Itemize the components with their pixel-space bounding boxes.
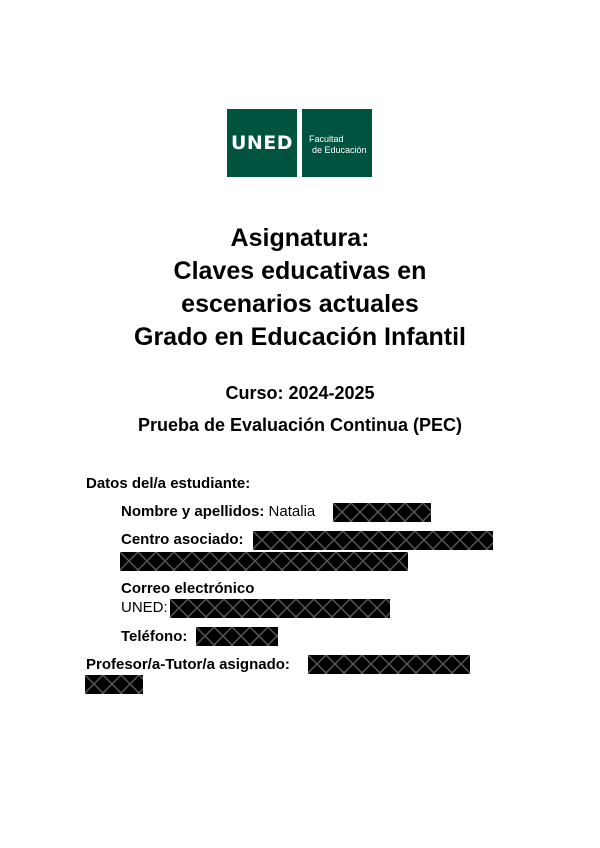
redacted-surname [333, 503, 431, 522]
redacted-tutor-line-1 [308, 655, 470, 674]
title-line-3: escenarios actuales [181, 290, 419, 318]
phone-label: Teléfono: [121, 628, 188, 645]
name-label: Nombre y apellidos: [121, 503, 265, 520]
email-prefix: UNED: [121, 599, 168, 616]
faculty-line-2: de Educación [312, 145, 367, 155]
exam-name: Prueba de Evaluación Continua (PEC) [137, 415, 463, 435]
redacted-email [170, 599, 390, 618]
uned-logo [227, 109, 372, 177]
course-year: Curso: 2024-2025 [225, 383, 375, 403]
email-label: Correo electrónico [121, 580, 255, 597]
faculty-label [302, 109, 372, 177]
title-line-4: Grado en Educación Infantil [134, 323, 466, 351]
redacted-tutor-line-2 [85, 675, 143, 694]
course-info [0, 382, 600, 436]
name-value: Natalia [268, 503, 316, 520]
student-data-heading: Datos del/a estudiante: [86, 475, 251, 492]
redacted-center-line-1 [253, 531, 493, 550]
document-title [0, 222, 600, 354]
redacted-center-line-2 [120, 552, 408, 571]
center-label: Centro asociado: [121, 531, 244, 548]
uned-logo-mark: UNED [227, 109, 297, 177]
redacted-phone [196, 627, 278, 646]
faculty-line-1: Facultad [309, 134, 344, 144]
name-row [121, 503, 315, 521]
title-line-2: Claves educativas en [173, 257, 427, 285]
title-line-1: Asignatura: [230, 224, 370, 252]
tutor-label: Profesor/a-Tutor/a asignado: [86, 656, 290, 673]
